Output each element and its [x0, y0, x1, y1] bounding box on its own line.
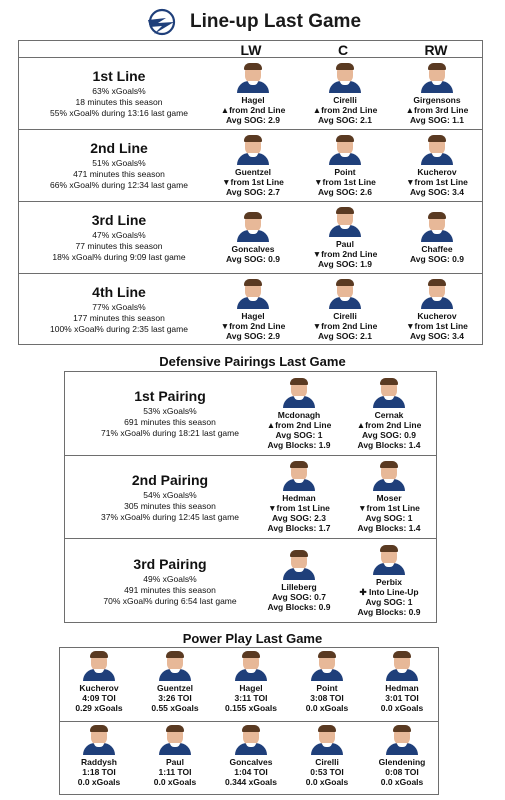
player-name: Hagel [241, 310, 265, 321]
player-xgoals: 0.55 xGoals [151, 703, 199, 713]
pairing-last-game: 70% xGoal% during 6:54 last game [103, 595, 237, 606]
player-photo [310, 651, 344, 681]
player-name: Paul [166, 757, 184, 767]
player-name: Goncalves [229, 757, 273, 767]
line-info [19, 58, 219, 129]
player-sog: Avg SOG: 3.4 [409, 186, 464, 197]
player-movement: ▲from 2nd Line [356, 419, 422, 430]
player-name: Cirelli [315, 757, 339, 767]
forward-line-row [19, 201, 482, 273]
line-xgoals: 77% xGoals% [92, 302, 146, 312]
player-sog: Avg SOG: 3.4 [409, 330, 464, 341]
player-name: Cernak [374, 409, 404, 420]
defense-pairing-row [65, 372, 436, 455]
line-minutes: 18 minutes this season [75, 97, 163, 107]
player-name: Glendening [378, 757, 426, 767]
pairing-name: 1st Pairing [134, 388, 206, 404]
player-card[interactable] [341, 372, 437, 455]
player-blocks: Avg Blocks: 0.9 [267, 602, 331, 612]
pairing-last-game: 37% xGoal% during 12:45 last game [101, 511, 239, 522]
lightning-bolt-logo-icon [144, 7, 180, 37]
player-name: Chaffee [421, 243, 453, 254]
line-info [19, 274, 219, 345]
player-name: Kucherov [79, 683, 119, 693]
player-photo [236, 63, 270, 93]
player-blocks: Avg Blocks: 1.4 [357, 523, 421, 533]
player-card[interactable] [341, 456, 437, 538]
line-name: 2nd Line [90, 140, 148, 156]
pairing-name: 2nd Pairing [131, 471, 209, 488]
player-photo [282, 461, 316, 491]
power-play-player[interactable] [289, 651, 365, 713]
line-name: 4th Line [92, 284, 146, 300]
player-name: Cirelli [333, 310, 357, 321]
player-xgoals: 0.344 xGoals [225, 777, 277, 787]
player-photo [282, 378, 316, 408]
player-movement: ▲from 3rd Line [405, 104, 469, 115]
player-toi: 3:26 TOI [158, 693, 192, 703]
player-card[interactable] [389, 274, 485, 345]
player-photo [420, 279, 454, 309]
player-blocks: Avg Blocks: 1.9 [267, 439, 331, 450]
player-sog: Avg SOG: 0.9 [361, 429, 416, 440]
player-photo [282, 550, 316, 580]
forward-lines-table [18, 40, 483, 345]
column-header-c: C [337, 42, 349, 58]
player-photo [236, 135, 270, 165]
player-sog: Avg SOG: 1.1 [409, 114, 464, 125]
player-photo [328, 207, 362, 237]
player-card[interactable] [389, 130, 485, 201]
player-photo [385, 651, 419, 681]
player-xgoals: 0.0 xGoals [380, 777, 424, 787]
player-name: Point [316, 683, 338, 693]
player-toi: 3:11 TOI [234, 693, 268, 703]
forward-line-row [19, 57, 482, 129]
pairing-minutes: 305 minutes this season [124, 500, 216, 511]
player-toi: 1:04 TOI [234, 767, 268, 777]
player-name: Girgensons [413, 94, 461, 105]
player-name: Point [334, 166, 356, 177]
player-sog: Avg SOG: 0.7 [271, 592, 326, 602]
forward-line-row [19, 129, 482, 201]
player-sog: Avg SOG: 2.6 [317, 186, 372, 197]
power-play-player[interactable] [137, 651, 213, 713]
player-name: Kucherov [417, 166, 457, 177]
player-movement: ▼from 2nd Line [312, 248, 378, 259]
player-photo [236, 279, 270, 309]
player-photo [328, 135, 362, 165]
player-name: Raddysh [81, 757, 117, 767]
player-movement: ▼from 1st Line [406, 320, 468, 331]
player-blocks: Avg Blocks: 0.9 [357, 607, 421, 617]
power-play-table [59, 647, 439, 795]
power-play-player[interactable] [137, 725, 213, 787]
line-minutes: 77 minutes this season [75, 241, 163, 251]
player-xgoals: 0.0 xGoals [305, 777, 349, 787]
line-name: 3rd Line [91, 212, 147, 228]
line-last-game: 18% xGoal% during 9:09 last game [52, 252, 186, 262]
line-xgoals: 47% xGoals% [92, 230, 146, 240]
player-photo [234, 725, 268, 755]
player-xgoals: 0.0 xGoals [305, 703, 349, 713]
player-sog: Avg SOG: 1 [365, 597, 413, 607]
player-movement: ▼from 1st Line [268, 503, 330, 513]
player-photo [372, 378, 406, 408]
player-toi: 1:11 TOI [158, 767, 192, 777]
player-movement: ▼from 2nd Line [312, 320, 378, 331]
column-header-lw: LW [240, 42, 262, 58]
player-photo [372, 545, 406, 575]
line-minutes: 177 minutes this season [73, 313, 165, 323]
header [0, 6, 505, 38]
line-info [19, 202, 219, 273]
player-xgoals: 0.0 xGoals [153, 777, 197, 787]
power-play-section-title: Power Play Last Game [182, 631, 323, 646]
player-toi: 0:53 TOI [310, 767, 344, 777]
pairing-last-game: 71% xGoal% during 18:21 last game [101, 428, 239, 438]
power-play-divider [60, 721, 438, 722]
player-photo [158, 725, 192, 755]
player-blocks: Avg Blocks: 1.4 [357, 439, 421, 450]
forward-line-row [19, 273, 482, 345]
player-name: Moser [376, 493, 402, 503]
player-movement: ▼from 1st Line [406, 176, 468, 187]
player-movement: ▼from 1st Line [314, 176, 376, 187]
power-play-player[interactable] [364, 651, 440, 713]
player-card[interactable] [297, 274, 393, 345]
player-movement: ▼from 1st Line [358, 503, 420, 513]
player-card[interactable] [297, 202, 393, 273]
player-sog: Avg SOG: 2.9 [225, 114, 280, 125]
player-toi: 4:09 TOI [82, 693, 116, 703]
power-play-player[interactable] [213, 725, 289, 787]
player-name: Guentzel [235, 166, 271, 177]
player-name: Goncalves [231, 243, 275, 254]
line-last-game: 66% xGoal% during 12:34 last game [50, 180, 188, 190]
pairing-name: 3rd Pairing [133, 555, 207, 572]
player-toi: 1:18 TOI [82, 767, 116, 777]
player-movement: ▲from 2nd Line [220, 104, 286, 115]
pairing-info [65, 456, 275, 538]
pairing-info [65, 539, 275, 623]
pairing-xgoals: 53% xGoals% [143, 406, 197, 416]
pairing-minutes: 491 minutes this season [124, 584, 216, 595]
player-photo [328, 63, 362, 93]
player-sog: Avg SOG: 0.9 [409, 253, 464, 264]
player-card[interactable] [297, 130, 393, 201]
player-card[interactable] [341, 539, 437, 623]
defense-pairing-row [65, 538, 436, 623]
player-sog: Avg SOG: 1 [365, 513, 413, 523]
power-play-player[interactable] [213, 651, 289, 713]
player-card[interactable] [389, 58, 485, 129]
player-card[interactable] [389, 202, 485, 273]
player-card[interactable] [251, 372, 347, 455]
player-card[interactable] [205, 202, 301, 273]
player-name: Hagel [239, 683, 263, 693]
player-photo [310, 725, 344, 755]
power-play-player[interactable] [61, 651, 137, 713]
player-card[interactable] [297, 58, 393, 129]
player-card[interactable] [251, 456, 347, 538]
player-name: Perbix [376, 577, 402, 587]
player-name: Hagel [241, 94, 265, 105]
player-name: Lilleberg [281, 582, 317, 592]
player-photo [158, 651, 192, 681]
defense-section-title: Defensive Pairings Last Game [159, 354, 346, 369]
player-photo [328, 279, 362, 309]
power-play-player[interactable] [364, 725, 440, 787]
player-xgoals: 0.155 xGoals [225, 703, 277, 713]
player-xgoals: 0.29 xGoals [75, 703, 123, 713]
player-photo [372, 461, 406, 491]
player-name: Guentzel [157, 683, 193, 693]
player-card[interactable] [251, 539, 347, 623]
player-card[interactable] [205, 130, 301, 201]
pairing-info [65, 372, 275, 455]
player-movement: ▲from 2nd Line [312, 104, 378, 115]
player-photo [234, 651, 268, 681]
player-photo [236, 212, 270, 242]
player-movement: ✚ Into Line-Up [359, 587, 419, 597]
line-last-game: 55% xGoal% during 13:16 last game [50, 108, 188, 118]
player-sog: Avg SOG: 2.1 [317, 330, 372, 341]
player-sog: Avg SOG: 2.7 [225, 186, 280, 197]
defense-pairings-table [64, 371, 437, 623]
line-xgoals: 51% xGoals% [92, 158, 146, 168]
player-name: Cirelli [333, 94, 357, 105]
line-info [19, 130, 219, 201]
line-minutes: 471 minutes this season [73, 169, 165, 179]
defense-pairing-row [65, 455, 436, 538]
pairing-xgoals: 54% xGoals% [143, 489, 197, 500]
player-name: Kucherov [417, 310, 457, 321]
player-card[interactable] [205, 58, 301, 129]
player-movement: ▼from 2nd Line [220, 320, 286, 331]
player-xgoals: 0.0 xGoals [77, 777, 121, 787]
power-play-player[interactable] [61, 725, 137, 787]
player-movement: ▲from 2nd Line [266, 419, 332, 430]
power-play-player[interactable] [289, 725, 365, 787]
player-name: Mcdonagh [277, 409, 321, 420]
line-last-game: 100% xGoal% during 2:35 last game [50, 324, 188, 334]
player-name: Paul [336, 238, 354, 249]
player-photo [82, 651, 116, 681]
player-toi: 3:08 TOI [310, 693, 344, 703]
player-movement: ▼from 1st Line [222, 176, 284, 187]
player-toi: 0:08 TOI [385, 767, 419, 777]
player-photo [385, 725, 419, 755]
player-sog: Avg SOG: 0.9 [225, 253, 280, 264]
player-photo [420, 135, 454, 165]
player-name: Hedman [385, 683, 419, 693]
player-card[interactable] [205, 274, 301, 345]
column-header-rw: RW [424, 42, 448, 58]
line-name: 1st Line [92, 68, 146, 84]
pairing-minutes: 691 minutes this season [124, 417, 216, 427]
player-sog: Avg SOG: 1.9 [317, 258, 372, 269]
player-sog: Avg SOG: 2.1 [317, 114, 372, 125]
player-xgoals: 0.0 xGoals [380, 703, 424, 713]
player-photo [420, 63, 454, 93]
line-xgoals: 63% xGoals% [92, 86, 146, 96]
player-blocks: Avg Blocks: 1.7 [267, 523, 331, 533]
player-sog: Avg SOG: 2.9 [225, 330, 280, 341]
player-toi: 3:01 TOI [385, 693, 419, 703]
pairing-xgoals: 49% xGoals% [143, 573, 197, 584]
player-name: Hedman [282, 493, 316, 503]
page-title: Line-up Last Game [189, 11, 362, 32]
player-photo [420, 212, 454, 242]
player-sog: Avg SOG: 2.3 [271, 513, 326, 523]
player-sog: Avg SOG: 1 [275, 429, 323, 440]
player-photo [82, 725, 116, 755]
